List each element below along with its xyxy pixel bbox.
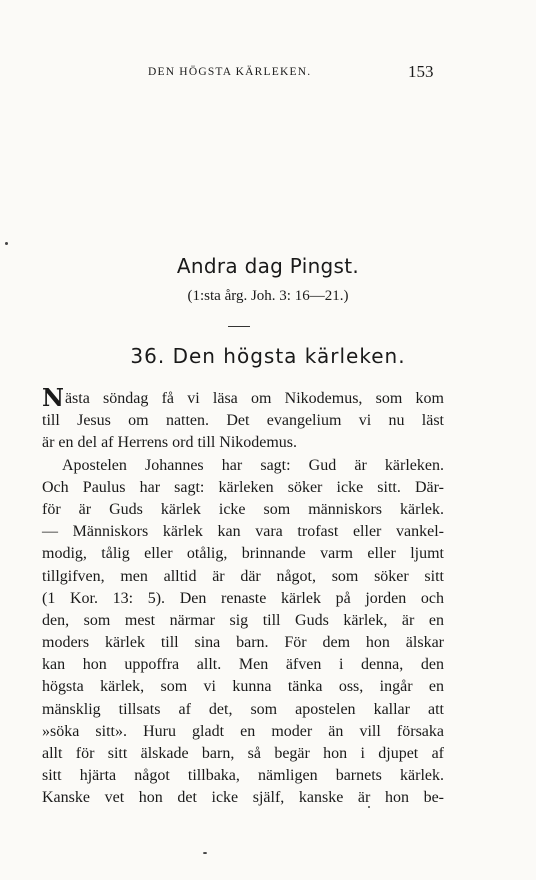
print-speck	[203, 852, 207, 854]
text-line-content: ästa söndag få vi läsa om Nikodemus, som kom	[64, 390, 444, 407]
text-line	[42, 383, 444, 412]
print-speck	[368, 806, 370, 808]
text-line: Och Paulus har sagt: kärleken söker icke sitt. Där-	[42, 478, 444, 496]
text-line: sitt hjärta något tillbaka, nämligen barnets kärlek.	[42, 767, 444, 785]
text-line: mänsklig tillsats af det, som apostelen kallar att	[42, 700, 444, 718]
text-line: allt för sitt älskade barn, så begär hon i djupet af	[42, 745, 444, 762]
text-line: — Människors kärlek kan vara trofast eller vankel-	[42, 523, 444, 541]
text-line: modig, tålig eller otålig, brinnande varm eller ljumt	[42, 545, 444, 563]
text-line: högsta kärlek, som vi kunna tänka oss, ingår en	[42, 678, 444, 696]
print-speck	[5, 242, 8, 245]
page-header	[0, 62, 536, 86]
text-line: kan hon uppoffra allt. Men äfven i denna, den	[42, 656, 444, 674]
text-line: är en del af Herrens ord till Nikodemus.	[42, 434, 298, 452]
drop-cap: N	[42, 383, 64, 412]
text-line: moders kärlek till sina barn. För dem hon älskar	[42, 634, 444, 652]
text-line: tillgifven, men alltid är där något, som söker sitt	[42, 567, 444, 585]
page-number: 153	[408, 62, 434, 81]
divider-rule	[228, 326, 250, 327]
text-line: Kanske vet hon det icke själf, kanske är hon be-	[42, 789, 444, 807]
scripture-reference: (1:sta årg. Joh. 3: 16—21.)	[187, 288, 349, 304]
text-line: den, som mest närmar sig till Guds kärlek, är en	[42, 611, 444, 629]
text-line: till Jesus om natten. Det evangelium vi nu läst	[42, 412, 444, 430]
chapter-heading: 36. Den högsta kärleken.	[130, 344, 406, 368]
text-line: »söka sitt». Huru gladt en moder än vill försaka	[42, 722, 444, 740]
section-title: Andra dag Pingst.	[176, 254, 360, 278]
running-head: DEN HÖGSTA KÄRLEKEN.	[148, 66, 312, 78]
text-line: Apostelen Johannes har sagt: Gud är kärleken.	[62, 456, 444, 474]
body-text	[42, 383, 444, 810]
text-line: för är Guds kärlek icke som människors kärlek.	[42, 500, 444, 518]
text-line: (1 Kor. 13: 5). Den renaste kärlek på jorden och	[42, 589, 444, 607]
